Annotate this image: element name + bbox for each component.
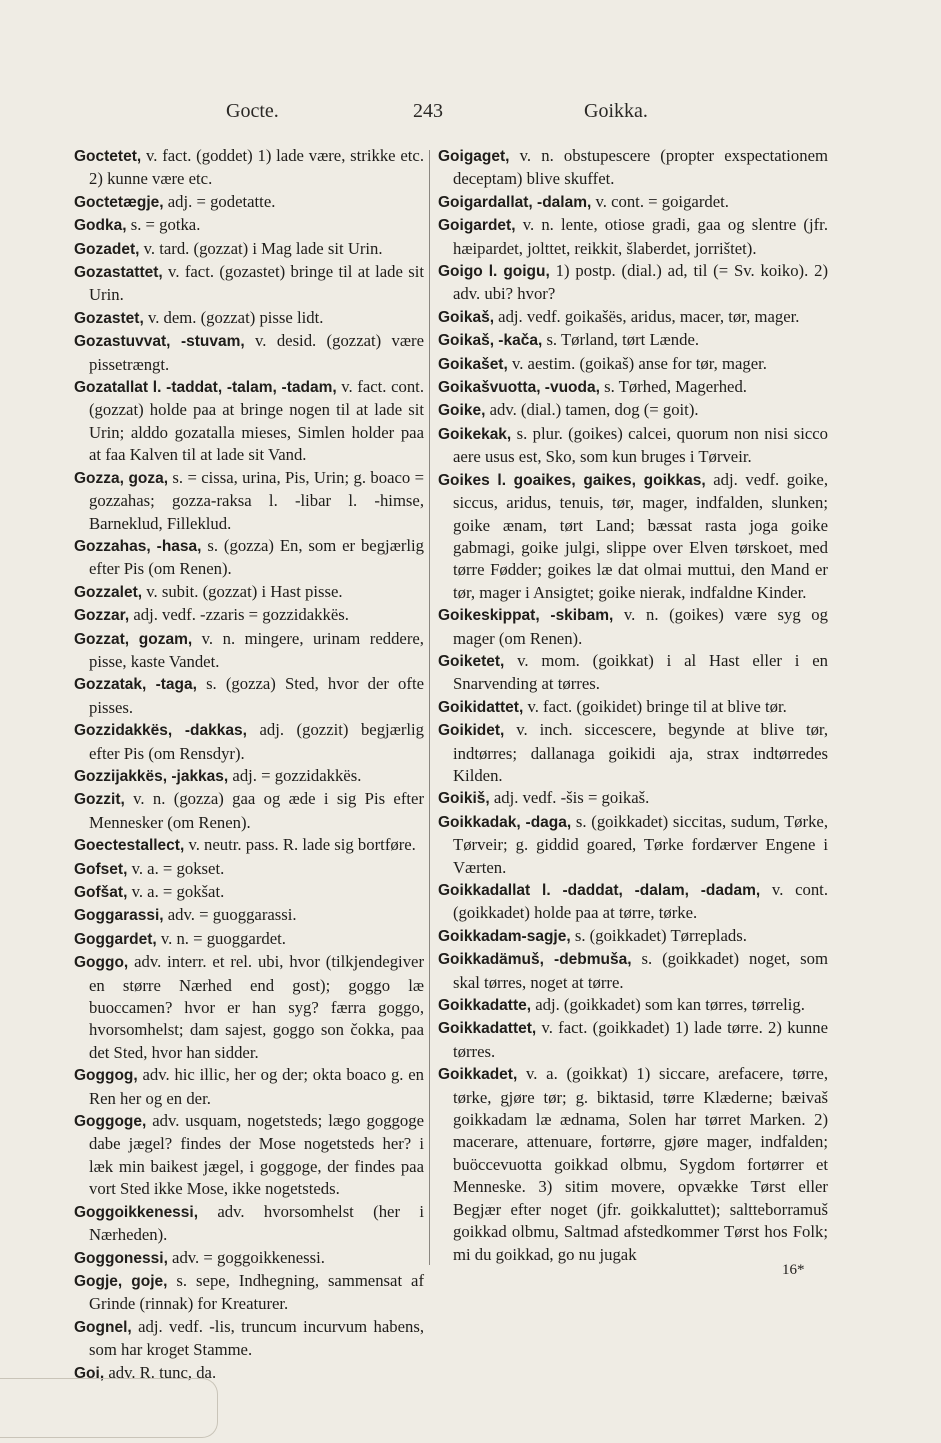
dictionary-entry <box>438 994 828 1017</box>
entry-definition: adj. (gozzit) begjærlig efter Pis (om Rensdyr). <box>89 720 424 763</box>
dictionary-entry <box>438 145 828 191</box>
entry-definition: adv. usquam, nogetsteds; lægo goggoge dabe jægel? findes der Mose nogetsteds her? i læk min baikest jægel, i goggoge, der findes paa vort Sted ikke Mose, ikke nogetsteds. <box>89 1111 424 1199</box>
entry-definition: adv. hic illic, her og der; okta boaco g. en Ren her og en der. <box>89 1065 424 1108</box>
entry-headword: Goikidattet, <box>438 698 524 716</box>
entry-definition: adv. hvorsomhelst (her i Nærheden). <box>89 1201 424 1245</box>
dictionary-entry <box>74 928 424 951</box>
entry-headword: Gognel, <box>74 1318 132 1336</box>
entry-headword: Goikašvuotta, -vuoda, <box>438 379 600 397</box>
dictionary-entry <box>74 191 424 214</box>
dictionary-entry <box>438 191 828 214</box>
dictionary-entry <box>74 951 424 1064</box>
entry-definition: v. a. = gokšat. <box>127 882 225 901</box>
dictionary-entry <box>74 238 424 261</box>
entry-definition: adj. (goikkadet) som kan tørres, tørrelig. <box>531 995 805 1015</box>
dictionary-entry <box>438 1017 828 1063</box>
entry-headword: Goggog, <box>74 1067 138 1085</box>
dictionary-entry <box>74 1316 424 1362</box>
entry-headword: Goikekak, <box>438 425 512 443</box>
entry-definition: adj. = gozzidakkës. <box>228 765 362 785</box>
entry-headword: Gozza, goza, <box>74 469 169 487</box>
entry-headword: Godka, <box>74 217 127 235</box>
entry-headword: Gozzijakkës, -jakkas, <box>74 767 229 785</box>
entry-headword: Goikeskippat, -skibam, <box>438 607 614 625</box>
entry-headword: Gogje, goje, <box>74 1272 168 1290</box>
entry-headword: Goikes l. goaikes, gaikes, goikkas, <box>438 471 706 489</box>
dictionary-entry <box>74 376 424 467</box>
dictionary-entry <box>74 765 424 788</box>
dictionary-entry <box>438 948 828 994</box>
dictionary-entry <box>438 214 828 260</box>
entry-headword: Gozzahas, -hasa, <box>74 537 202 555</box>
dictionary-entry <box>74 535 424 581</box>
dictionary-entry <box>438 925 828 948</box>
entry-definition: adj. vedf. -šis = goikaš. <box>489 788 650 808</box>
entry-definition: s. sepe, Indhegning, sammensat af Grinde (rinnak) for Kreaturer. <box>89 1270 425 1314</box>
dictionary-entry <box>74 881 424 904</box>
left-column <box>74 145 424 1385</box>
dictionary-entry <box>438 469 828 604</box>
entry-headword: Goikaš, -kača, <box>438 332 543 350</box>
entry-definition: v. aestim. (goikaš) anse for tør, mager. <box>507 353 767 373</box>
entry-definition: v. n. (goikes) være syg og mager (om Renen). <box>453 605 828 648</box>
entry-headword: Goike, <box>438 402 486 420</box>
entry-headword: Goikašet, <box>438 355 508 373</box>
dictionary-entry <box>74 904 424 927</box>
entry-headword: Gozzalet, <box>74 583 143 601</box>
entry-definition: v. fact. cont. (gozzat) holde paa at bringe nogen til at lade sit Urin; alddo gozatalla mieses, Simlen holder paa at faa Kalven til at lade sit Vand. <box>89 377 424 465</box>
entry-definition: v. inch. siccescere, begynde at blive tør, indtørres; dallanaga goikidi aja, strax indtørredes Kilden. <box>453 720 828 785</box>
entry-headword: Gozastet, <box>74 309 144 327</box>
entry-headword: Goigardet, <box>438 217 516 235</box>
entry-definition: adj. vedf. goikašës, aridus, macer, tør, mager. <box>494 306 800 326</box>
dictionary-entry <box>438 423 828 469</box>
signature-mark: 16* <box>782 1262 805 1278</box>
entry-headword: Goikkadak, -daga, <box>438 813 572 831</box>
entry-definition: adj. vedf. -zzaris = gozzidakkës. <box>129 605 349 625</box>
entry-definition: s. (goikkadet) Tørreplads. <box>570 925 747 945</box>
entry-definition: v. fact. (goikkadet) 1) lade tørre. 2) kunne tørres. <box>453 1018 828 1061</box>
dictionary-entry <box>438 306 828 329</box>
entry-definition: v. cont. = goigardet. <box>591 191 729 211</box>
entry-headword: Goggonessi, <box>74 1249 168 1267</box>
dictionary-entry <box>74 261 424 307</box>
entry-headword: Goctetet, <box>74 148 142 165</box>
entry-definition: v. dem. (gozzat) pisse lidt. <box>143 307 324 327</box>
entry-headword: Goectestallect, <box>74 837 185 855</box>
column-divider <box>429 150 430 1265</box>
entry-headword: Goi, <box>74 1364 105 1382</box>
dictionary-entry <box>74 1270 424 1316</box>
entry-headword: Goggoikkenessi, <box>74 1203 199 1221</box>
dictionary-entry <box>438 879 828 925</box>
dictionary-entry <box>74 834 424 857</box>
binding-edge <box>0 1378 218 1438</box>
dictionary-entry <box>438 260 828 306</box>
entry-headword: Gofset, <box>74 860 128 878</box>
entry-definition: v. fact. (goddet) 1) lade være, strikke etc. 2) kunne være etc. <box>89 146 424 189</box>
dictionary-entry <box>438 376 828 399</box>
running-header <box>0 100 941 130</box>
entry-definition: s. = gotka. <box>126 215 201 235</box>
dictionary-entry <box>74 1064 424 1110</box>
entry-headword: Gozastattet, <box>74 264 163 282</box>
entry-headword: Goggarassi, <box>74 907 164 925</box>
entry-headword: Gozatallat l. -taddat, -talam, -tadam, <box>74 379 337 397</box>
dictionary-entry <box>74 628 424 674</box>
entry-headword: Goiketet, <box>438 652 505 670</box>
entry-headword: Goikkadämuš, -debmuša, <box>438 951 632 969</box>
entry-headword: Goikkadallat l. -daddat, -dalam, -dadam, <box>438 882 761 899</box>
entry-definition: adv. interr. et rel. ubi, hvor (tilkjendegiver en større Nærhed end gost); goggo læ buoccamen? hvor er han syg? færra goggo, hvorsomhelst; dam sajest, goggo son čokka, paa det Sted, hvor han sidder. <box>89 952 424 1062</box>
entry-definition: adj. vedf. goike, siccus, aridus, tenuis, tør, mager, indfalden, slunken; goike ænam, tørt Land; bæssat rasta joga goike gabmagi, goike julgi, slippe over Elven tørskoet, med tørre Fødder; goikes læ dat olmai muttui, den Mand er tør, mager i Ansigtet; goike nierak, indfaldne Kinder. <box>453 469 828 602</box>
entry-definition: adj. vedf. -lis, truncum incurvum habens, som har kroget Stamme. <box>89 1316 424 1360</box>
entry-definition: adj. = godetatte. <box>163 191 276 211</box>
dictionary-entry <box>438 604 828 650</box>
dictionary-entry <box>74 719 424 765</box>
entry-definition: v. n. (gozza) gaa og æde i sig Pis efter Mennesker (om Renen). <box>89 789 424 832</box>
entry-definition: s. Tørland, tørt Lænde. <box>542 330 700 350</box>
entry-definition: v. n. lente, otiose gradi, gaa og slentre (jfr. hæipardet, jolttet, reikkit, šlaberdet, jorrištet). <box>453 215 828 258</box>
entry-headword: Gozzit, <box>74 791 125 809</box>
dictionary-entry <box>74 214 424 237</box>
dictionary-entry <box>74 788 424 834</box>
dictionary-entry <box>438 811 828 879</box>
entry-headword: Gozzar, <box>74 607 130 625</box>
dictionary-entry <box>438 1063 828 1266</box>
dictionary-entry <box>438 787 828 810</box>
entry-headword: Gozzat, gozam, <box>74 630 193 648</box>
entry-headword: Goigo l. goigu, <box>438 263 550 281</box>
dictionary-entry <box>438 329 828 352</box>
entry-definition: adv. (dial.) tamen, dog (= goit). <box>485 400 699 420</box>
entry-headword: Goggoge, <box>74 1113 147 1131</box>
entry-definition: v. fact. (goikidet) bringe til at blive tør. <box>523 696 787 716</box>
dictionary-entry <box>74 307 424 330</box>
entry-definition: s. = cissa, urina, Pis, Urin; g. boaco = gozzahas; gozza-raksa l. -libar l. -himse, Barneklud, Filleklud. <box>89 467 424 533</box>
dictionary-entry <box>74 467 424 535</box>
dictionary-entry <box>438 650 828 696</box>
entry-definition: v. n. = guoggardet. <box>156 928 286 948</box>
header-right-guideword: Goikka. <box>584 100 648 122</box>
entry-definition: v. cont. (goikkadet) holde paa at tørre, tørke. <box>453 880 828 923</box>
dictionary-entry <box>74 1201 424 1247</box>
entry-headword: Gozzatak, -taga, <box>74 676 197 694</box>
entry-headword: Goctetægje, <box>74 193 164 211</box>
dictionary-entry <box>74 145 424 191</box>
entry-definition: s. Tørhed, Magerhed. <box>599 377 747 397</box>
dictionary-entry <box>438 353 828 376</box>
dictionary-entry <box>74 330 424 376</box>
entry-headword: Goikaš, <box>438 308 494 326</box>
entry-definition: adv. R. tunc, da. <box>104 1362 217 1382</box>
header-left-guideword: Gocte. <box>226 100 279 122</box>
dictionary-entry <box>74 858 424 881</box>
dictionary-entry <box>74 673 424 719</box>
entry-definition: v. n. obstupescere (propter exspectationem deceptam) blive skuffet. <box>453 146 828 189</box>
entry-definition: adv. = guoggarassi. <box>163 905 297 925</box>
entry-definition: 1) postp. (dial.) ad, til (= Sv. koiko). 2) adv. ubi? hvor? <box>453 261 828 304</box>
dictionary-entry <box>438 696 828 719</box>
entry-definition: s. (goikkadet) noget, som skal tørres, noget at tørre. <box>453 949 828 992</box>
entry-definition: v. desid. (gozzat) være pissetrængt. <box>89 331 424 374</box>
entry-headword: Gozadet, <box>74 240 140 258</box>
entry-headword: Goggo, <box>74 954 129 972</box>
entry-definition: v. subit. (gozzat) i Hast pisse. <box>142 581 343 601</box>
dictionary-entry <box>74 581 424 604</box>
entry-headword: Goikkadet, <box>438 1066 518 1084</box>
entry-definition: v. mom. (goikkat) i al Hast eller i en Snarvending at tørres. <box>453 650 828 694</box>
entry-definition: v. a. = gokset. <box>127 858 225 878</box>
entry-headword: Gofšat, <box>74 884 128 901</box>
entry-headword: Goikkadam-sagje, <box>438 927 571 945</box>
dictionary-entry <box>74 1247 424 1270</box>
entry-headword: Goikidet, <box>438 722 505 740</box>
entry-definition: v. n. mingere, urinam reddere, pisse, kaste Vandet. <box>89 628 424 671</box>
entry-definition: v. neutr. pass. R. lade sig bortføre. <box>184 835 416 855</box>
entry-definition: v. tard. (gozzat) i Mag lade sit Urin. <box>139 238 383 258</box>
entry-headword: Goigaget, <box>438 148 510 165</box>
dictionary-entry <box>74 1110 424 1201</box>
entry-definition: s. (goikkadet) siccitas, sudum, Tørke, Tørveir; g. giddid goared, Tørke fordærver Engene i Værten. <box>453 811 828 877</box>
entry-definition: v. fact. (gozastet) bringe til at lade sit Urin. <box>89 262 424 305</box>
page-number: 243 <box>413 100 443 122</box>
dictionary-entry <box>438 719 828 787</box>
right-column <box>438 145 828 1266</box>
entry-headword: Goigardallat, -dalam, <box>438 193 592 211</box>
entry-headword: Gozastuvvat, -stuvam, <box>74 333 245 351</box>
entry-headword: Gozzidakkës, -dakkas, <box>74 722 247 740</box>
dictionary-entry <box>438 399 828 422</box>
entry-definition: s. plur. (goikes) calcei, quorum non nisi sicco aere usus est, Sko, som kun bruges i Tørveir. <box>453 423 828 467</box>
entry-headword: Goikkadatte, <box>438 997 532 1015</box>
entry-definition: s. (gozza) En, som er begjærlig efter Pis (om Renen). <box>89 535 425 579</box>
dictionary-entry <box>74 604 424 627</box>
entry-headword: Goikiš, <box>438 790 490 808</box>
entry-definition: s. (gozza) Sted, hvor der ofte pisses. <box>89 674 425 717</box>
entry-headword: Goggardet, <box>74 930 157 948</box>
entry-definition: adv. = goggoikkenessi. <box>167 1247 325 1267</box>
entry-definition: v. a. (goikkat) 1) siccare, arefacere, tørre, tørke, gjøre tør; g. biktasid, tørre Klæderne; bæivaš goikkadam læ ædnama, Solen har tørret Marken. 2) macerare, attenuare, fortørre, gjøre mager, indfalden; buöccevuotta goikkad olbmu, Sygdom fortørrer et Menneske. 3) sitim movere, opvække Tørst eller Begjær efter noget (jfr. goikkaluttet); saltteborramuš goikkad olbmu, Saltmad afstedkommer Tørst hos Folk; mi du goikkad, go nu jugak <box>453 1064 828 1264</box>
entry-headword: Goikkadattet, <box>438 1020 537 1038</box>
